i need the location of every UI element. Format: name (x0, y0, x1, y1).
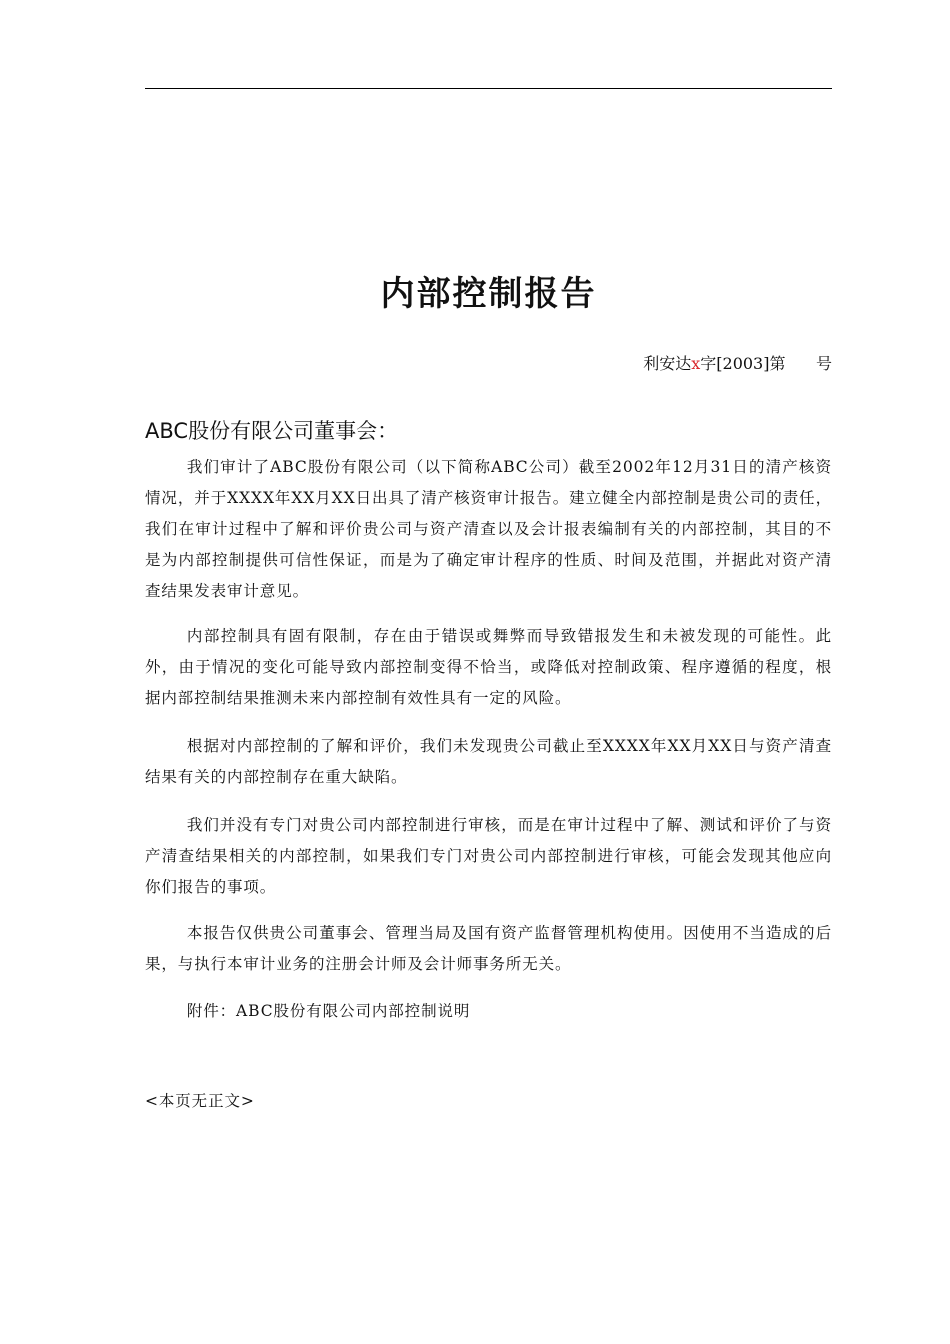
header-rule (145, 88, 832, 89)
paragraph-text: 本报告仅供贵公司董事会、管理当局及国有资产监督管理机构使用。因使用不当造成的后果，与执行本审计业务的注册会计师及会计师事务所无关。 (145, 924, 832, 973)
paragraph-usage-restriction (145, 918, 832, 980)
document-number-suffix: 字[2003]第 号 (700, 354, 832, 373)
document-number (643, 352, 832, 376)
report-title: 内部控制报告 (380, 274, 597, 314)
document-number-prefix: 利安达 (643, 354, 692, 373)
paragraph-text: 附件：ABC股份有限公司内部控制说明 (186, 1002, 471, 1020)
paragraph-text: 根据对内部控制的了解和评价，我们未发现贵公司截止至XXXX年XX月XX日与资产清查结果有关的内部控制存在重大缺陷。 (145, 737, 832, 786)
paragraph-findings (145, 731, 832, 793)
paragraph-text: 内部控制具有固有限制，存在由于错误或舞弊而导致错报发生和未被发现的可能性。此外，由于情况的变化可能导致内部控制变得不恰当，或降低对控制政策、程序遵循的程度，根据内部控制结果推测未来内部控制有效性具有一定的风险。 (145, 627, 832, 707)
paragraph-audit-scope (145, 452, 832, 607)
paragraph-text: 我们并没有专门对贵公司内部控制进行审核，而是在审计过程中了解、测试和评价了与资产清查结果相关的内部控制，如果我们专门对贵公司内部控制进行审核，可能会发现其他应向你们报告的事项。 (145, 816, 832, 896)
document-number-marker: x (691, 354, 701, 373)
paragraph-no-special-review (145, 810, 832, 903)
paragraph-attachment (145, 996, 832, 1027)
paragraph-inherent-limits (145, 621, 832, 714)
salutation: ABC股份有限公司董事会： (145, 419, 399, 443)
page-note: <本页无正文> (145, 1092, 255, 1110)
paragraph-text: 我们审计了ABC股份有限公司（以下简称ABC公司）截至2002年12月31日的清产核资情况，并于XXXX年XX月XX日出具了清产核资审计报告。建立健全内部控制是贵公司的责任，我们在审计过程中了解和评价贵公司与资产清查以及会计报表编制有关的内部控制，其目的不是为内部控制提供可信性保证，而是为了确定审计程序的性质、时间及范围，并据此对资产清查结果发表审计意见。 (145, 458, 832, 600)
